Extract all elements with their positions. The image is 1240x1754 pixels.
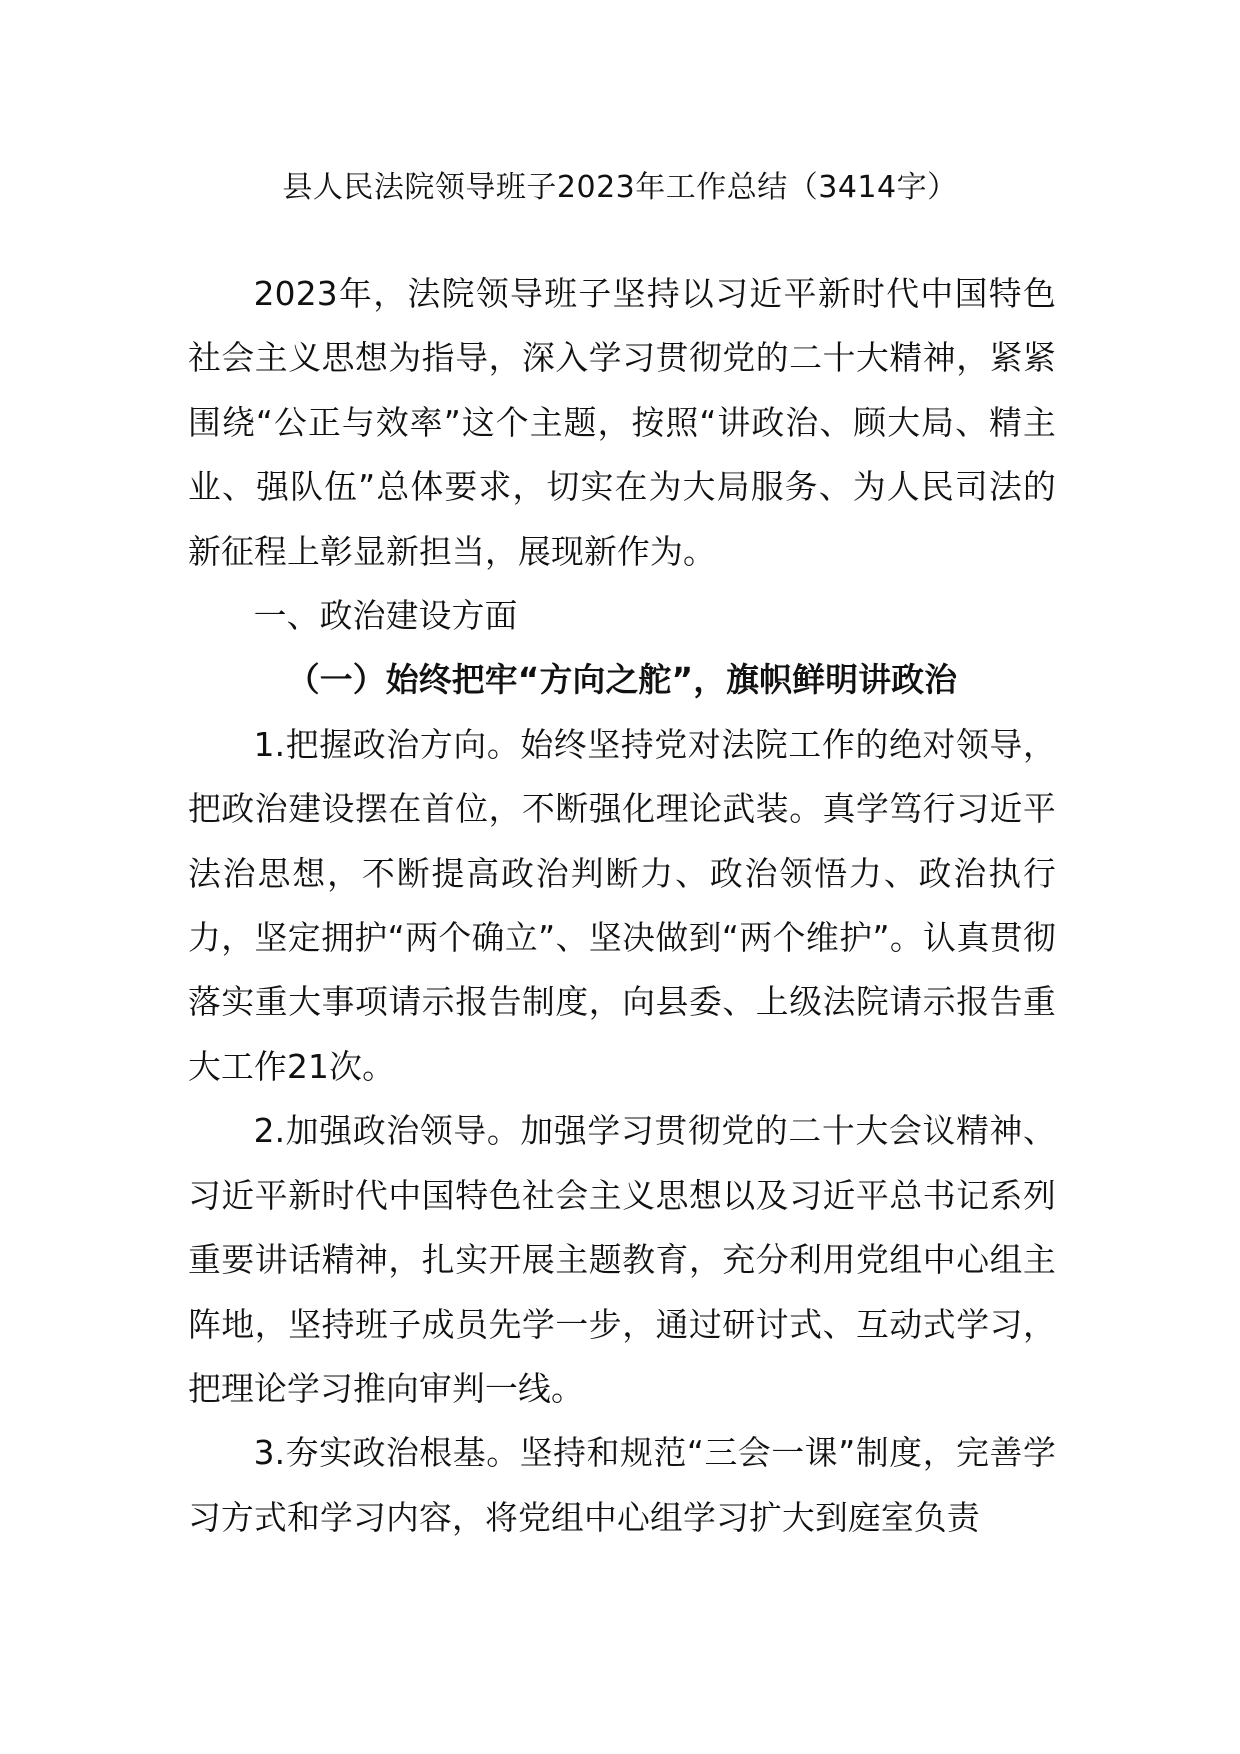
document-title: 县人民法院领导班子2023年工作总结（3414字） bbox=[282, 170, 958, 205]
section-heading-political-building: 一、政治建设方面 bbox=[253, 597, 518, 636]
paragraph-intro: 2023年，法院领导班子坚持以习近平新时代中国特色社会主义思想为指导，深入学习贯彻党的二十大精神，紧紧围绕“公正与效率”这个主题，按照“讲政治、顾大局、精主业、强队伍”总体要求，切实在为大局服务、为人民司法的新征程上彰显新担当，展现新作为。 bbox=[188, 275, 1056, 571]
subsection-heading-direction: （一）始终把牢“方向之舵”，旗帜鲜明讲政治 bbox=[286, 661, 958, 700]
paragraph-item-2: 2.加强政治领导。加强学习贯彻党的二十大会议精神、习近平新时代中国特色社会主义思想以及习近平总书记系列重要讲话精神，扎实开展主题教育，充分利用党组中心组主阵地，坚持班子成员先学一步，通过研讨式、互动式学习，把理论学习推向审判一线。 bbox=[188, 1112, 1056, 1408]
paragraph-item-3: 3.夯实政治根基。坚持和规范“三会一课”制度，完善学习方式和学习内容，将党组中心组学习扩大到庭室负责 bbox=[188, 1434, 1056, 1537]
document-body bbox=[188, 262, 1056, 1550]
paragraph-item-1: 1.把握政治方向。始终坚持党对法院工作的绝对领导，把政治建设摆在首位，不断强化理论武装。真学笃行习近平法治思想，不断提高政治判断力、政治领悟力、政治执行力，坚定拥护“两个确立”、坚决做到“两个维护”。认真贯彻落实重大事项请示报告制度，向县委、上级法院请示报告重大工作21次。 bbox=[188, 725, 1056, 1086]
